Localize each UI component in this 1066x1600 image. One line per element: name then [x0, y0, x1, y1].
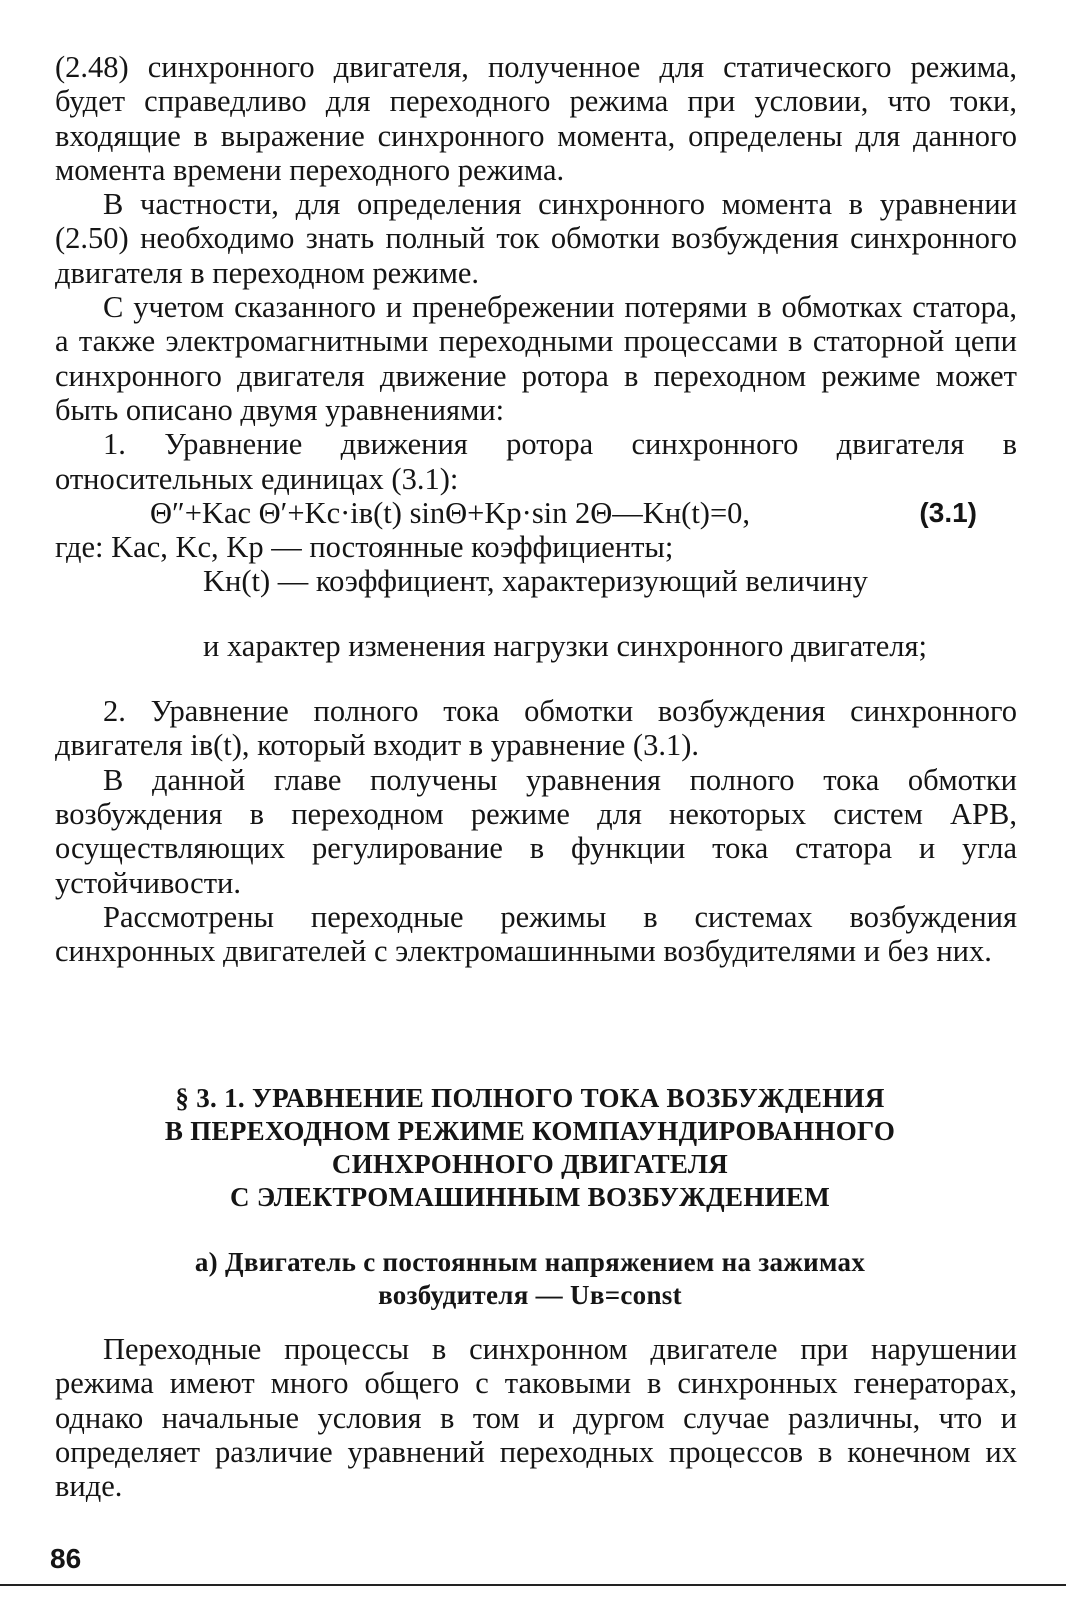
paragraph-continuation: (2.48) синхронного двигателя, полученное для статического режима, будет справедливо для переходного режима при условии, что токи, входящие в выражение синхронного момента, определены для данного момента времени переходного режима.: [55, 50, 1017, 187]
section-heading: [90, 1082, 970, 1214]
where-kn-description: и характер изменения нагрузки синхронного двигателя;: [203, 629, 928, 664]
paragraph-synchronous-moment: В частности, для определения синхронного момента в уравнении (2.50) необходимо знать полный ток обмотки возбуждения синхронного двигателя в переходном режиме.: [55, 187, 1017, 290]
body-text: [55, 50, 1017, 968]
subsection-heading-line: а) Двигатель с постоянным напряжением на зажимах: [194, 1247, 866, 1277]
paragraph-transient-processes: Переходные процессы в синхронном двигателе при нарушении режима имеют много общего с таковыми в синхронных генераторах, однако начальные условия в том и дургом случае различны, что и определяет различие уравнений переходных процессов в конечном их виде.: [55, 1332, 1017, 1504]
paragraph-equation-2: 2. Уравнение полного тока обмотки возбуждения синхронного двигателя iв(t), который входит в уравнение (3.1).: [55, 694, 1017, 763]
subsection-heading-line: возбудителя — Uв=const: [378, 1280, 682, 1310]
paragraph-equation-1-intro: 1. Уравнение движения ротора синхронного двигателя в относительных единицах (3.1):: [55, 427, 1017, 496]
page-number: 86: [50, 1543, 82, 1574]
paragraph-rotor-motion-intro: С учетом сказанного и пренебрежении потерями в обмотках статора, а также электромагнитными переходными процессами в статорной цепи синхронного двигателя движение ротора в переходном режиме может быть описано двумя уравнениями:: [55, 290, 1017, 427]
section-heading-line: С ЭЛЕКТРОМАШИННЫМ ВОЗБУЖДЕНИЕМ: [229, 1182, 831, 1212]
where-kn-term: Kн(t) — коэффициент, характеризующий величину: [203, 564, 868, 599]
equation-3-1: [55, 496, 1017, 530]
paragraph-chapter-summary: В данной главе получены уравнения полного тока обмотки возбуждения в переходном режиме для некоторых систем АРВ, осуществляющих регулирование в функции тока статора и угла устойчивости.: [55, 762, 1017, 900]
subsection-heading: [90, 1246, 970, 1312]
paragraph-considered-modes: Рассмотрены переходные режимы в системах возбуждения синхронных двигателей с электромашинными возбудителями и без них.: [55, 899, 1017, 969]
equation-expression: Θ″+Kас Θ′+Kс·iв(t) sinΘ+Kр·sin 2Θ—Kн(t)=0,: [150, 495, 751, 530]
where-constants: где: Kас, Kс, Kр — постоянные коэффициенты;: [55, 530, 674, 565]
bottom-rule: [0, 1584, 1066, 1586]
section-heading-line: СИНХРОННОГО ДВИГАТЕЛЯ: [331, 1149, 729, 1179]
equation-number: (3.1): [919, 496, 977, 528]
section-heading-line: § 3. 1. УРАВНЕНИЕ ПОЛНОГО ТОКА ВОЗБУЖДЕНИЯ: [175, 1083, 885, 1113]
section-heading-line: В ПЕРЕХОДНОМ РЕЖИМЕ КОМПАУНДИРОВАННОГО: [164, 1116, 896, 1146]
